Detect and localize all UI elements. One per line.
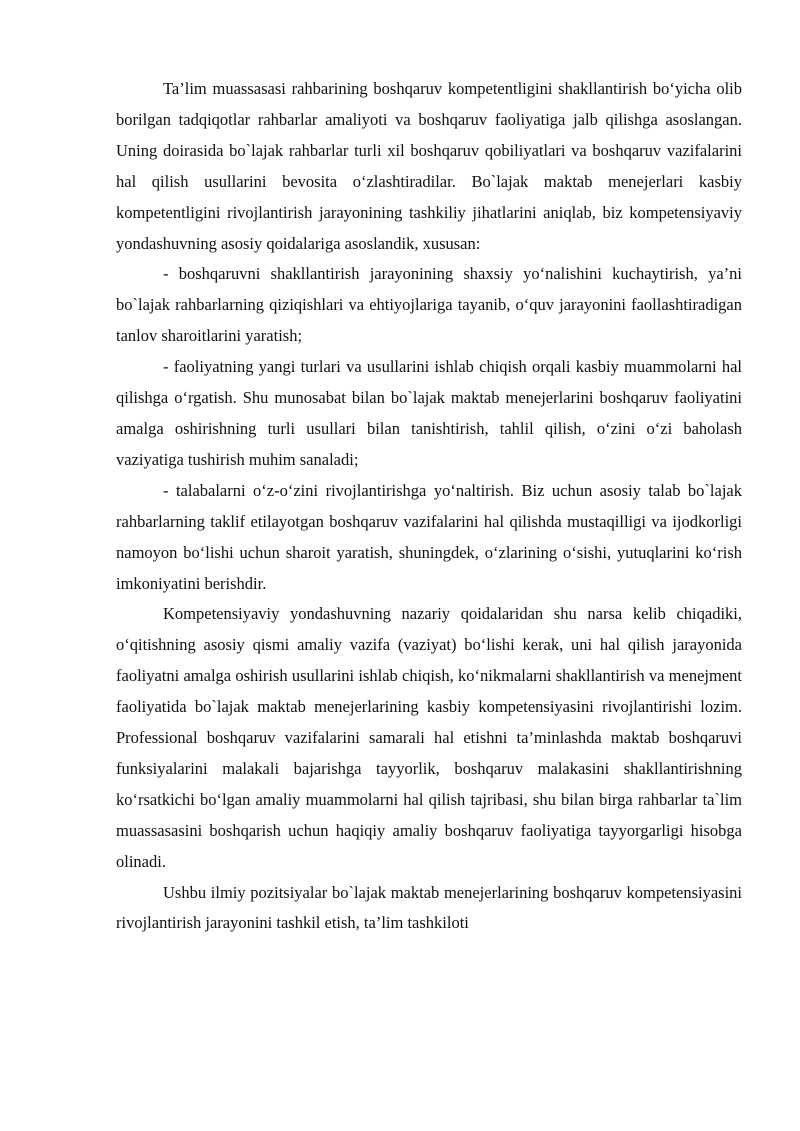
paragraph-competency-theory: Kompetensiyaviy yondashuvning nazariy qoidalaridan shu narsa kelib chiqadiki, o‘qitishning asosiy qismi amaliy vazifa (vaziyat) bo‘lishi kerak, uni hal qilish jarayonida faoliyatni amalga oshirish usullarini ishlab chiqish, ko‘nikmalarni shakllantirish va menejment faoliyatida bo`lajak maktab menejerlarining kasbiy kompetensiyasini rivojlantirishi lozim. Professional boshqaruv vazifalarini samarali hal etishni ta’minlashda maktab boshqaruvi funksiyalarini malakali bajarishga tayyorlik, boshqaruv malakasini shakllantirishning ko‘rsatkichi bo‘lgan amaliy muammolarni hal qilish tajribasi, shu bilan birga rahbarlar ta`lim muassasasini boshqarish uchun haqiqiy amaliy boshqaruv faoliyatiga tayyorgarligi hisobga olinadi. [116, 604, 742, 871]
paragraph-intro: Ta’lim muassasasi rahbarining boshqaruv kompetentligini shakllantirish bo‘yicha olib borilgan tadqiqotlar rahbarlar amaliyoti va boshqaruv faoliyatiga jalb qilishga asoslangan. Uning doirasida bo`lajak rahbarlar turli xil boshqaruv qobiliyatlari va boshqaruv vazifalarini hal qilish usullarini bevosita o‘zlashtiradilar. Bo`lajak maktab menejerlari kasbiy kompetentligini rivojlantirish jarayonining tashkiliy jihatlarini aniqlab, biz kompetensiyaviy yondashuvning asosiy qoidalariga asoslandik, xususan: [116, 79, 742, 253]
paragraph-item-personal-direction: - boshqaruvni shakllantirish jarayonining shaxsiy yo‘nalishini kuchaytirish, ya’ni bo`lajak rahbarlarning qiziqishlari va ehtiyojlariga tayanib, o‘quv jarayonini faollashtiradigan tanlov sharoitlarini yaratish; [116, 264, 742, 346]
paragraph-item-self-development: - talabalarni o‘z-o‘zini rivojlantirishga yo‘naltirish. Biz uchun asosiy talab bo`lajak rahbarlarning taklif etilayotgan boshqaruv vazifalarini hal qilishda mustaqilligi va ijodkorligi namoyon bo‘lishi uchun sharoit yaratish, shuningdek, o‘zlarining o‘sishi, yutuqlarini ko‘rish imkoniyatini berishdir. [116, 480, 742, 593]
document-page [116, 74, 742, 939]
paragraph-item-new-activities: - faoliyatning yangi turlari va usullarini ishlab chiqish orqali kasbiy muammolarni hal qilishga o‘rgatish. Shu munosabat bilan bo`lajak maktab menejerlarini boshqaruv faoliyatini amalga oshirishning turli usullari bilan tanishtirish, tahlil qilish, o‘zini o‘zi baholash vaziyatiga tushirish muhim sanaladi; [116, 357, 742, 469]
paragraph-scientific-positions: Ushbu ilmiy pozitsiyalar bo`lajak maktab menejerlarining boshqaruv kompetensiyasini rivojlantirish jarayonini tashkil etish, ta’lim tashkiloti [116, 882, 742, 933]
